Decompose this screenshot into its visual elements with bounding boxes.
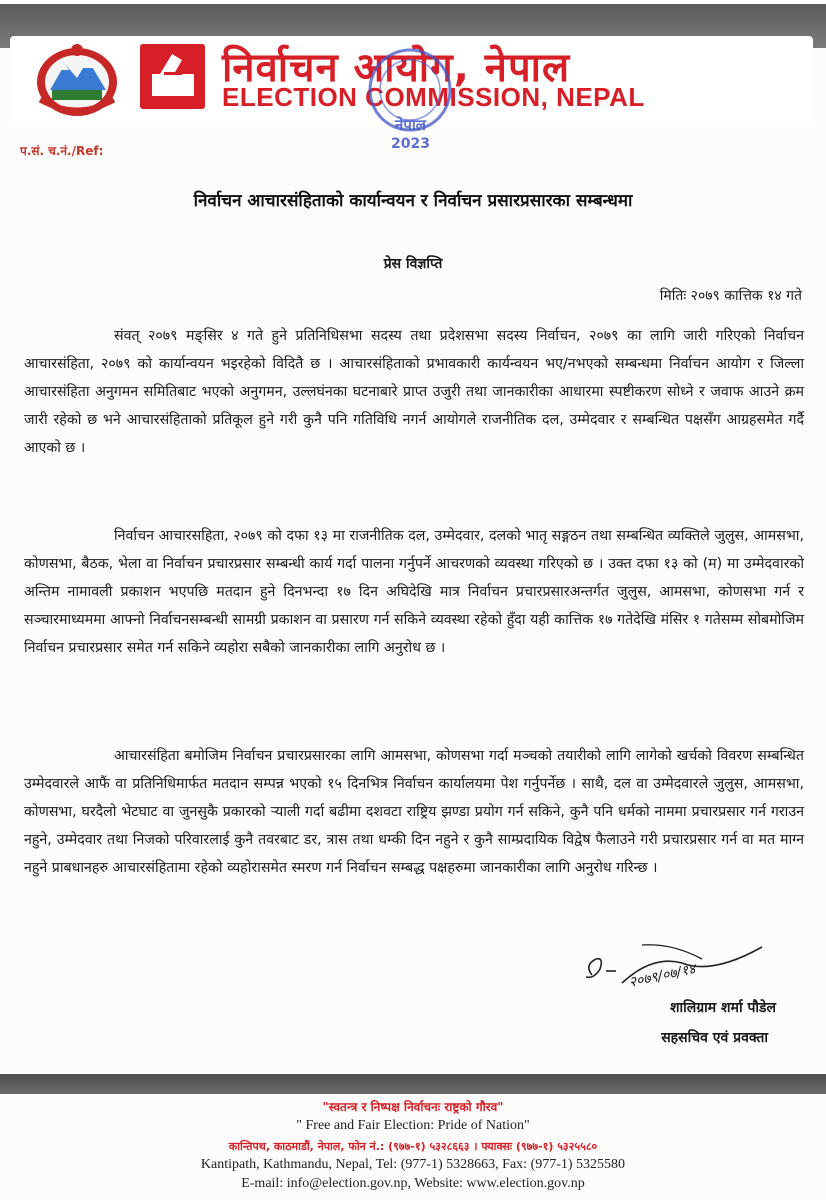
- reference-label: प.सं. च.नं./Ref:: [20, 144, 104, 158]
- organization-title-english: ELECTION COMMISSION, NEPAL: [222, 82, 645, 112]
- footer-motto-english: " Free and Fair Election: Pride of Nation": [296, 1118, 530, 1133]
- footer-address-english: Kantipath, Kathmandu, Nepal, Tel: (977-1) 5328663, Fax: (977-1) 5325580: [200, 1157, 626, 1172]
- footer-address-nepali: कान्तिपथ, काठमाडौं, नेपाल, फोन नं.: (९७७-१) ५३२८६६३ । फ्याक्सः (९७७-१) ५३२५५८०: [228, 1140, 598, 1153]
- official-stamp-icon: [355, 40, 465, 155]
- stamp-nepal-text: नेपाल: [395, 116, 426, 134]
- release-date: मितिः २०७९ कात्तिक १४ गते: [659, 288, 802, 304]
- paragraph-2: निर्वाचन आचारसहिता, २०७९ को दफा १३ मा राजनीतिक दल, उम्मेदवार, दलको भातृ सङ्गठन तथा सम्बन्धित व्यक्तिले जुलुस, आमसभा, कोणसभा, बैठक, भेला वा निर्वाचन प्रचारप्रसार सम्बन्धी कार्य गर्दा पालना गर्नुपर्ने आचरणको व्यवस्था गरिएको छ । उक्त दफा १३ को (म) मा उम्मेदवारको अन्तिम नामावली प्रकाशन भएपछि मतदान हुने दिनभन्दा १७ दिन अघिदेखि मात्र निर्वाचन प्रचारप्रसारअन्तर्गत जुलुस, आमसभा, कोणसभा गर्न र सञ्चारमाध्यममा आफ्नो निर्वाचनसम्बन्धी सामग्री प्रकाशन वा प्रसारण गर्न सकिने व्यवस्था रहेको हुँदा यही कात्तिक १७ गतेदेखि मंसिर १ गतेसम्म सोबमोजिम निर्वाचन प्रचारप्रसार समेत गर्न सकिने व्यहोरा सबैको जानकारीका लागि अनुरोध छ ।: [24, 528, 804, 656]
- ballot-box-logo-icon: [140, 44, 205, 109]
- press-release-title: प्रेस विज्ञप्ति: [383, 256, 443, 272]
- signatory-designation: सहसचिव एवं प्रवक्ता: [661, 1030, 768, 1046]
- signatory-name: शालिग्राम शर्मा पौडेल: [670, 1000, 776, 1016]
- footer-motto-nepali: "स्वतन्त्र र निष्पक्ष निर्वाचनः राष्ट्रको गौरव": [322, 1100, 504, 1114]
- handwritten-signature-icon: [582, 935, 782, 1005]
- stamp-year-text: 2023: [391, 136, 430, 152]
- paragraph-1: संवत् २०७९ मङ्सिर ४ गते हुने प्रतिनिधिसभा सदस्य तथा प्रदेशसभा सदस्य निर्वाचन, २०७९ का लागि जारी गरिएको निर्वाचन आचारसंहिता, २०७९ को कार्यान्वयन भइरहेको विदितै छ । आचारसंहिताको प्रभावकारी कार्यन्वयन भए/नभएको सम्बन्धमा निर्वाचन आयोग र जिल्ला आचारसंहिता अनुगमन समितिबाट भएको अनुगमन, उल्लघंनका घटनाबारे प्राप्त उजुरी तथा जानकारीका आधारमा स्पष्टीकरण सोध्ने र जवाफ आउने क्रम जारी रहेको छ भने आचारसंहिताको प्रतिकूल हुने गरी कुनै पनि गतिविधि नगर्न आयोगले राजनीतिक दल, उम्मेदवार र सम्बन्धित पक्षसँग आग्रहसमेत गर्दै आएको छ ।: [24, 328, 804, 456]
- nepal-emblem-icon: [30, 40, 125, 120]
- organization-title-nepali: निर्वाचन आयोग, नेपाल: [222, 45, 571, 91]
- signature-date: २०७९/०७/१४: [627, 961, 698, 991]
- footer-contact: E-mail: info@election.gov.np, Website: www.election.gov.np: [241, 1176, 585, 1191]
- footer-bar: [0, 1074, 826, 1094]
- subject-heading: निर्वाचन आचारसंहिताको कार्यान्वयन र निर्वाचन प्रसारप्रसारका सम्बन्धमा: [193, 191, 633, 211]
- paragraph-3: आचारसंहिता बमोजिम निर्वाचन प्रचारप्रसारका लागि आमसभा, कोणसभा गर्दा मञ्चको तयारीको लागि लागेको खर्चको विवरण सम्बन्धित उम्मेदवारले आफैं वा प्रतिनिधिमार्फत मतदान सम्पन्न भएको १५ दिनभित्र निर्वाचन कार्यालयमा पेश गर्नुपर्नेछ । साथै, दल वा उम्मेदवारले जुलुस, आमसभा, कोणसभा, घरदैलो भेटघाट वा जुनसुकै प्रकारको र्‍याली गर्दा बढीमा दशवटा राष्ट्रिय झण्डा प्रयोग गर्न सकिने, कुनै पनि धर्मको नाममा प्रचारप्रसार गर्न गराउन नहुने, उम्मेदवार तथा निजको परिवारलाई कुनै तवरबाट डर, त्रास तथा धम्की दिन नहुने र कुनै साम्प्रदायिक विद्वेष फैलाउने गरी प्रचारप्रसार गर्न वा मत माग्न नहुने प्राबधानहरु आचारसंहितामा रहेको व्यहोरासमेत स्मरण गर्न निर्वाचन सम्बद्ध पक्षहरुमा जानकारीका लागि अनुरोध गरिन्छ ।: [24, 748, 804, 876]
